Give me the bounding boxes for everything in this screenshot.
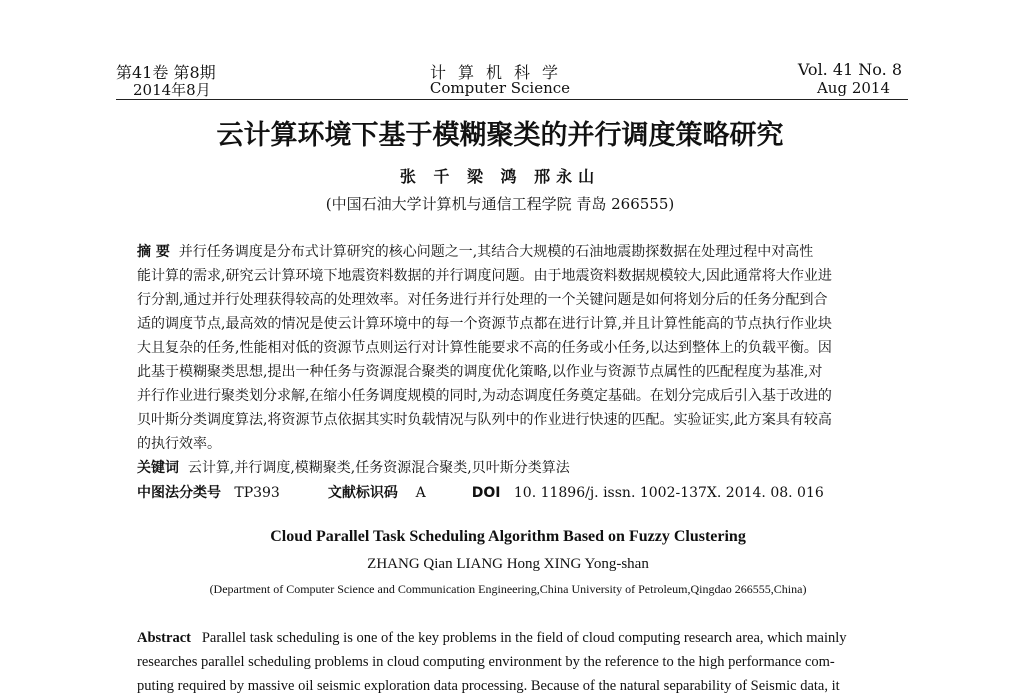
journal-volume-en: Vol. 41 No. 8 — [797, 60, 902, 79]
abstract-en-line: researches parallel scheduling problems in cloud computing environment by the reference to the high performance com- — [137, 654, 835, 670]
doc-code-value: A — [415, 485, 426, 501]
keywords-label: 关键词 — [137, 460, 179, 476]
abstract-cn-line: 大且复杂的任务,性能相对低的资源节点则运行对计算性能要求不高的任务或小任务,以达到整体上的负载平衡。因 — [137, 340, 832, 356]
doc-code-label: 文献标识码 — [327, 485, 398, 501]
abstract-en-line — [137, 626, 878, 650]
journal-date-cn: 2014年8月 — [133, 81, 211, 99]
keywords-cn — [137, 457, 570, 477]
keywords-text: 云计算,并行调度,模糊聚类,任务资源混合聚类,贝叶斯分类算法 — [187, 460, 570, 476]
doi-value: 10. 11896/j. issn. 1002-137X. 2014. 08. 016 — [513, 485, 824, 501]
doi-label: DOI — [471, 485, 501, 501]
abstract-cn-label: 摘 要 — [137, 244, 170, 260]
classification-line — [137, 482, 878, 502]
journal-volume-cn: 第41卷 第8期 — [116, 63, 216, 82]
paper-title-en: Cloud Parallel Task Scheduling Algorithm Based on Fuzzy Clustering — [270, 528, 746, 545]
abstract-cn-line — [137, 240, 878, 264]
abstract-cn — [137, 240, 878, 456]
header-rule — [116, 99, 908, 100]
journal-name-en: Computer Science — [429, 79, 571, 97]
abstract-cn-line: 并行作业进行聚类划分求解,在缩小任务调度规模的同时,为动态调度任务奠定基础。在划分完成后引入基于改进的 — [137, 388, 832, 404]
paper-title-cn: 云计算环境下基于模糊聚类的并行调度策略研究 — [216, 120, 784, 151]
abstract-cn-line: 能计算的需求,研究云计算环境下地震资料数据的并行调度问题。由于地震资料数据规模较大,因此通常将大作业进 — [137, 268, 832, 284]
journal-name-cn: 计算机科学 — [429, 63, 570, 82]
abstract-en-line: puting required by massive oil seismic exploration data processing. Because of the natural separability of Seismic data, it — [137, 678, 840, 694]
authors-cn: 张 千 梁 鸿 邢永山 — [399, 167, 601, 186]
clc-label: 中图法分类号 — [137, 485, 221, 501]
abstract-en-label: Abstract — [137, 630, 191, 646]
abstract-cn-line: 的执行效率。 — [137, 436, 221, 452]
abstract-cn-text: 并行任务调度是分布式计算研究的核心问题之一,其结合大规模的石油地震勘探数据在处理过程中对高性 — [178, 244, 814, 260]
abstract-cn-line: 适的调度节点,最高效的情况是使云计算环境中的每一个资源节点都在进行计算,并且计算性能高的节点执行作业块 — [137, 316, 832, 332]
journal-date-en: Aug 2014 — [816, 79, 890, 97]
clc-value: TP393 — [234, 485, 280, 501]
affiliation-cn: (中国石油大学计算机与通信工程学院 青岛 266555) — [325, 195, 675, 213]
abstract-cn-line: 贝叶斯分类调度算法,将资源节点依据其实时负载情况与队列中的作业进行快速的匹配。实验证实,此方案具有较高 — [137, 412, 832, 428]
authors-en: ZHANG Qian LIANG Hong XING Yong-shan — [367, 556, 649, 572]
abstract-en-text: Parallel task scheduling is one of the key problems in the field of cloud computing research area, which mainly — [201, 630, 847, 646]
affiliation-en: (Department of Computer Science and Communication Engineering,China University of Petroleum,Qingdao 266555,China) — [209, 582, 807, 596]
abstract-en — [137, 626, 878, 694]
abstract-cn-line: 此基于模糊聚类思想,提出一种任务与资源混合聚类的调度优化策略,以作业与资源节点属性的匹配程度为基准,对 — [137, 364, 823, 380]
abstract-cn-line: 行分割,通过并行处理获得较高的处理效率。对任务进行并行处理的一个关键问题是如何将划分后的任务分配到合 — [137, 292, 828, 308]
